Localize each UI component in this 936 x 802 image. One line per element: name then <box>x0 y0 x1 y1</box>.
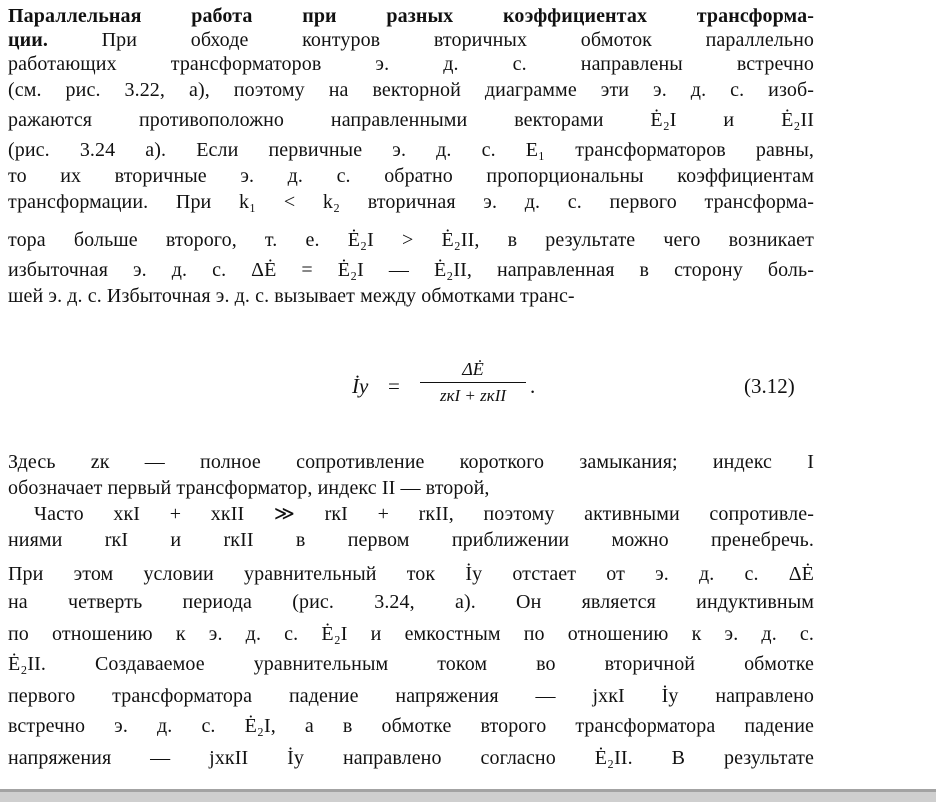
section-heading-continuation: ции. <box>8 29 48 51</box>
paragraph-1-heading-line <box>8 4 814 28</box>
paragraph-1-line: то их вторичные э. д. с. обратно пропорциональны коэффициентам <box>8 165 814 187</box>
formula-fraction <box>418 358 528 407</box>
paragraph-3-line: первого трансформатора падение напряжения — jxкI İу направлено <box>8 685 814 707</box>
paragraph-1-line: тора больше второго, т. е. Ė₂I > Ė₂II, в результате чего возникает <box>8 229 814 251</box>
paragraph-3-line: При этом условии уравнительный ток İу отстает от э. д. с. ΔĖ <box>8 563 814 585</box>
paragraph-1-line <box>8 28 814 52</box>
paragraph-1-line: (рис. 3.24 а). Если первичные э. д. с. E₁ трансформаторов равны, <box>8 139 814 161</box>
formula-denominator: zкI + zкII <box>439 386 507 405</box>
paragraph-3-line: ниями rкI и rкII в первом приближении можно пренебречь. <box>8 529 814 551</box>
paragraph-3-line: напряжения — jxкII İу направлено согласно Ė₂II. В результате <box>8 747 814 769</box>
formula-equals: = <box>388 374 400 398</box>
paragraph-1-line: избыточная э. д. с. ΔĖ = Ė₂I — Ė₂II, направленная в сторону боль- <box>8 259 814 281</box>
formula-lhs: İу <box>352 374 369 398</box>
fraction-bar <box>420 382 526 383</box>
paragraph-3-line: на четверть периода (рис. 3.24, а). Он является индуктивным <box>8 591 814 613</box>
paragraph-3-line: Ė₂II. Создаваемое уравнительным током во вторичной обмотке <box>8 653 814 675</box>
paragraph-1-line: шей э. д. с. Избыточная э. д. с. вызывает между обмотками транс- <box>8 285 575 307</box>
text-run: При обходе контуров вторичных обмоток параллельно <box>47 29 814 51</box>
paragraph-3-line: по отношению к э. д. с. Ė₂I и емкостным по отношению к э. д. с. <box>8 623 814 645</box>
page-bottom-border <box>0 789 936 802</box>
formula-3-12 <box>352 358 536 418</box>
paragraph-2-line: Здесь zк — полное сопротивление короткого замыкания; индекс I <box>8 451 814 473</box>
paragraph-1-line: ражаются противоположно направленными векторами Ė₂I и Ė₂II <box>8 109 814 131</box>
section-heading: Параллельная работа при разных коэффициентах трансформа- <box>8 5 814 27</box>
paragraph-3-line: Часто xкI + xкII ≫ rкI + rкII, поэтому активными сопротивле- <box>34 503 814 525</box>
paragraph-1-line: (см. рис. 3.22, а), поэтому на векторной диаграмме эти э. д. с. изоб- <box>8 79 814 101</box>
paragraph-3-line: встречно э. д. с. Ė₂I, а в обмотке второго трансформатора падение <box>8 715 814 737</box>
formula-period: . <box>530 374 536 398</box>
paragraph-2-line: обозначает первый трансформатор, индекс II — второй, <box>8 477 490 499</box>
equation-number: (3.12) <box>744 374 795 398</box>
paragraph-1-line: трансформации. При k₁ < k₂ вторичная э. д. с. первого трансформа- <box>8 191 814 213</box>
paragraph-1-line: работающих трансформаторов э. д. с. направлены встречно <box>8 53 814 75</box>
formula-numerator: ΔĖ <box>462 359 484 379</box>
